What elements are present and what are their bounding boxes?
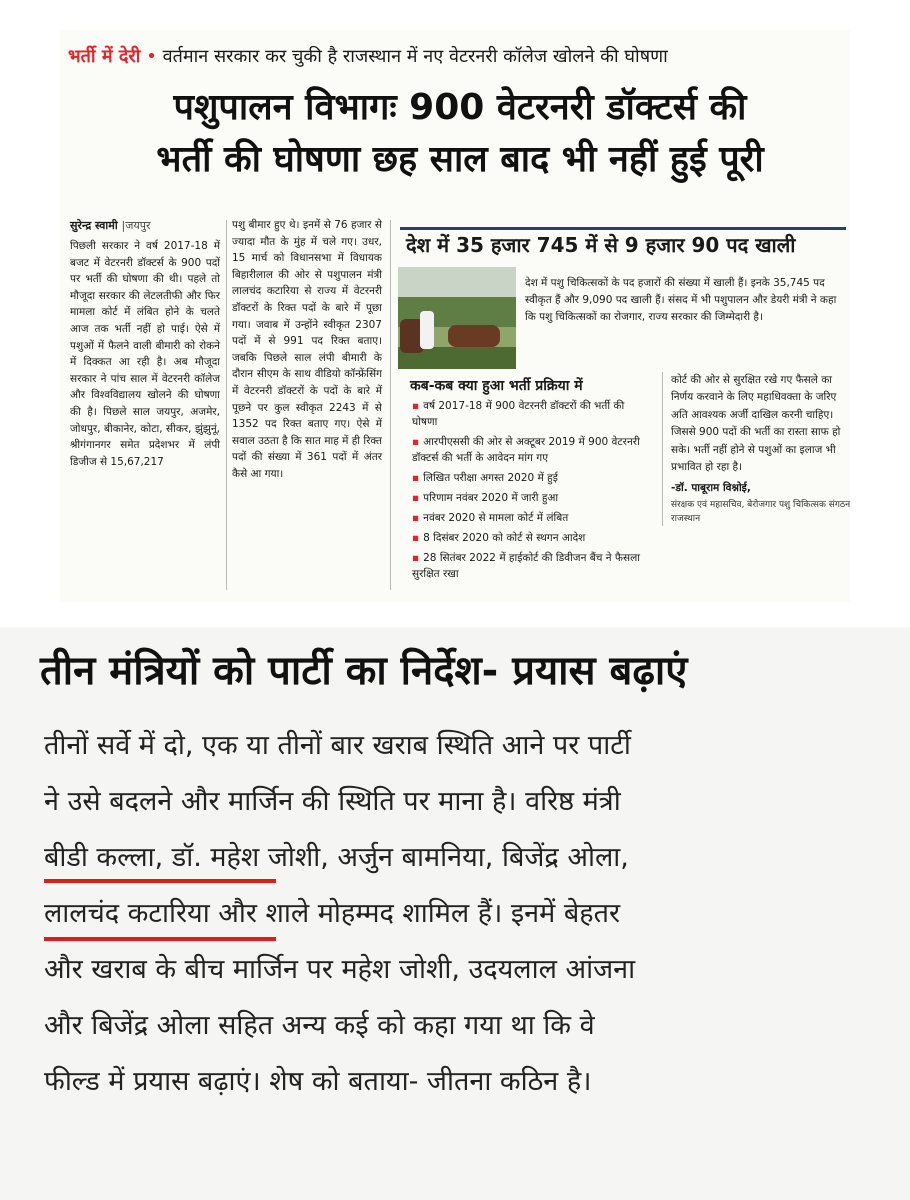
list-item: ▪ परिणाम नवंबर 2020 में जारी हुआ xyxy=(412,492,559,504)
kicker-label: भर्ती में देरी xyxy=(68,46,141,67)
bullet-icon: ▪ xyxy=(412,472,420,484)
kicker-text: वर्तमान सरकार कर चुकी है राजस्थान में नए वेटरनरी कॉलेज खोलने की घोषणा xyxy=(162,46,668,67)
red-underline xyxy=(44,879,276,883)
horse-shape-2 xyxy=(448,325,500,347)
article-2-line: फील्ड में प्रयास बढ़ाएं। शेष को बताया- जीतना कठिन है। xyxy=(44,1066,592,1097)
red-underline xyxy=(44,937,276,941)
article-2-line: लालचंद कटारिया और शाले मोहम्मद शामिल हैं। इनमें बेहतर xyxy=(44,898,621,929)
byline-place: |जयपुर xyxy=(121,219,151,232)
article-2-line: और खराब के बीच मार्जिन पर महेश जोशी, उदयलाल आंजना xyxy=(44,954,636,985)
timeline-title: कब-कब क्या हुआ भर्ती प्रक्रिया में xyxy=(410,378,583,394)
list-item: ▪ 28 सितंबर 2022 में हाईकोर्ट की डिवीजन बैंच ने फैसला सुरक्षित रखा xyxy=(412,552,640,580)
person-shape xyxy=(420,311,434,349)
article-headline xyxy=(80,82,840,186)
bullet-icon: ▪ xyxy=(412,492,420,504)
list-item: ▪ 8 दिसंबर 2020 को कोर्ट से स्थगन आदेश xyxy=(412,532,586,544)
byline-name: सुरेन्द्र स्वामी xyxy=(70,219,118,232)
article-2-headline: तीन मंत्रियों को पार्टी का निर्देश- प्रयास बढ़ाएं xyxy=(40,648,688,694)
kicker xyxy=(68,44,668,68)
bullet-icon: ▪ xyxy=(412,532,420,544)
column-divider xyxy=(226,220,227,590)
timeline-list xyxy=(412,398,652,586)
bullet-icon: ▪ xyxy=(412,400,420,412)
quote-text: कोर्ट की ओर से सुरक्षित रखे गए फैसले का निर्णय करवाने के लिए महाधिवक्ता के जरिए अति आवश्यक अर्जी दाखिल करनी चाहिए। जिससे 900 पदों की भर्ती का रास्ता साफ हो सके। भर्ती नहीं होने से पशुओं का इलाज भी प्रभावित हो रहा है। xyxy=(671,374,841,474)
article-2-line: तीनों सर्वे में दो, एक या तीनों बार खराब स्थिति आने पर पार्टी xyxy=(44,730,631,761)
quote-sidebar xyxy=(662,372,855,526)
list-item: ▪ वर्ष 2017-18 में 900 वेटरनरी डॉक्टरों की भर्ती की घोषणा xyxy=(412,400,625,428)
headline-line-1: पशुपालन विभागः 900 वेटरनरी डॉक्टर्स की xyxy=(173,87,747,128)
list-item: ▪ आरपीएससी की ओर से अक्टूबर 2019 में 900 वेटरनरी डॉक्टर्स की भर्ती के आवेदन मांग गए xyxy=(412,436,640,464)
newspaper-clipping-ministers xyxy=(0,627,910,1200)
body-column-2: पशु बीमार हुए थे। इनमें से 76 हजार से ज्यादा मौत के मुंह में चले गए। उधर, 15 मार्च को विधानसभा में विधायक बिहारीलाल की ओर से पशुपालन मंत्री लालचंद कटारिया से राज्य में वेटरनरी डॉक्टरों के रिक्त पदों के बारे में पूछा गया। जवाब में उन्होंने स्वीकृत 2307 पदों में से 991 पद रिक्त बताए। जबकि पिछले साल लंपी बीमारी के दौरान सीएम के साथ वीडियो कॉन्फ्रेंसिंग में वेटरनरी डॉक्टरों के पदों के बारे में पूछने पर कुल स्वीकृत 2243 में से 1352 पद रिक्त बताए गए। ऐसे में सवाल उठता है कि सात माह में ही रिक्त पदों की संख्या में 361 पदों में अंतर कैसे आ गया। xyxy=(232,219,382,480)
list-item: ▪ लिखित परीक्षा अगस्त 2020 में हुई xyxy=(412,472,558,484)
kicker-bullet: • xyxy=(146,46,157,67)
veterinary-photo xyxy=(398,267,516,369)
quote-author: -डॉ. पाबूराम विश्नोई, xyxy=(671,482,751,495)
box-text: देश में पशु चिकित्सकों के पद हजारों की संख्या में खाली हैं। इनके 35,745 पद स्वीकृत हैं और 9,090 पद खाली हैं। संसद में भी पशुपालन और डेयरी मंत्री ने कहा कि पशु चिकित्सकों का रोजगार, राज्य सरकार की जिम्मेदारी है। xyxy=(525,277,837,323)
headline-line-2: भर्ती की घोषणा छह साल बाद भी नहीं हुई पूरी xyxy=(156,139,764,180)
newspaper-clipping-veterinary xyxy=(60,30,850,602)
list-item: ▪ नवंबर 2020 से मामला कोर्ट में लंबित xyxy=(412,512,569,524)
article-2-line: बीडी कल्ला, डॉ. महेश जोशी, अर्जुन बामनिया, बिजेंद्र ओला, xyxy=(44,842,629,873)
quote-author-role: संरक्षक एवं महासचिव, बेरोजगार पशु चिकित्सक संगठन राजस्थान xyxy=(671,499,851,524)
column-divider-2 xyxy=(390,220,391,590)
article-2-line: ने उसे बदलने और मार्जिन की स्थिति पर माना है। वरिष्ठ मंत्री xyxy=(44,786,621,817)
bullet-icon: ▪ xyxy=(412,512,420,524)
bullet-icon: ▪ xyxy=(412,552,420,564)
body-column-1: पिछली सरकार ने वर्ष 2017-18 में बजट में वेटरनरी डॉक्टर्स के 900 पदों पर भर्ती की घोषणा की थी। पहले तो मौजूदा सरकार की लेटलतीफी और फिर मामला कोर्ट में लंबित होने के चलते आज तक भर्ती नहीं हो पाई। ऐसे में पशुओं में फैलने वाली बीमारी को रोकने में दिक्कत आ रही है। अब मौजूदा सरकार ने पांच साल में वेटरनरी कॉलेज और विश्वविद्यालय खोलने की घोषणा की है। पिछले साल जयपुर, अजमेर, जोधपुर, बीकानेर, कोटा, सीकर, झुंझुनूं, श्रीगंगानगर समेत प्रदेशभर में लंपी डिजीज से 15,67,217 xyxy=(70,240,220,468)
bullet-icon: ▪ xyxy=(412,436,420,448)
byline xyxy=(70,218,151,233)
article-2-line: और बिजेंद्र ओला सहित अन्य कई को कहा गया था कि वे xyxy=(44,1010,595,1041)
box-headline: देश में 35 हजार 745 में से 9 हजार 90 पद खाली xyxy=(400,227,846,260)
